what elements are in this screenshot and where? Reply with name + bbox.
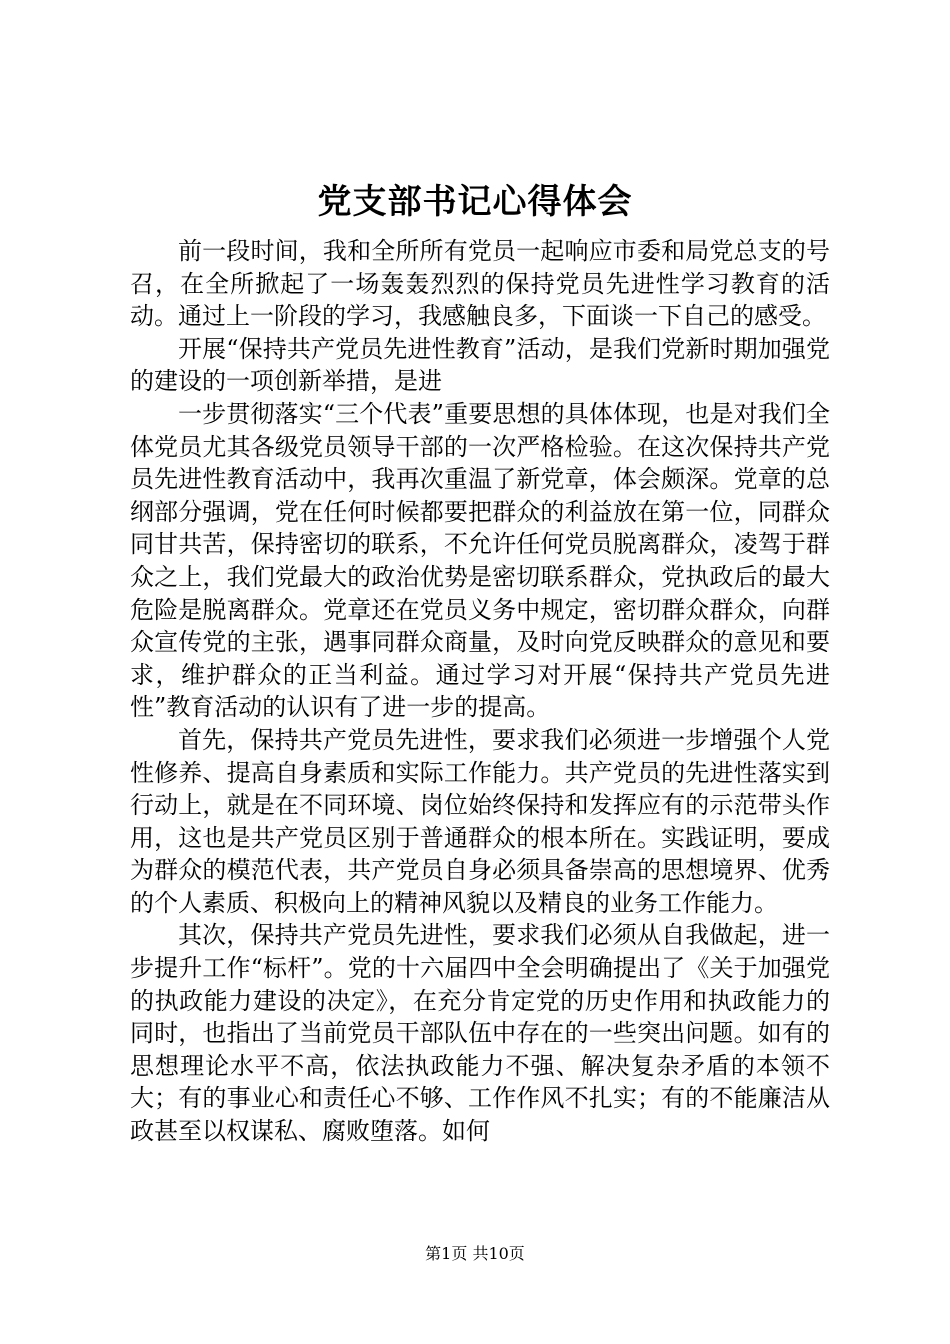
body-paragraph: 其次，保持共产党员先进性，要求我们必须从自我做起，进一步提升工作“标杆”。党的十六届四中全会明确提出了《关于加强党的执政能力建设的决定》，在充分肯定党的历史作用和执政能力的同时，也指出了当前党员干部队伍中存在的一些突出问题。如有的思想理论水平不高，依法执政能力不强、解决复杂矛盾的本领不大；有的事业心和责任心不够、工作作风不扎实；有的不能廉洁从政甚至以权谋私、腐败堕落。如何 [130, 921, 830, 1146]
body-paragraph: 前一段时间，我和全所所有党员一起响应市委和局党总支的号召，在全所掀起了一场轰轰烈烈的保持党员先进性学习教育的活动。通过上一阶段的学习，我感触良多，下面谈一下自己的感受。 [130, 237, 830, 331]
document-title: 党支部书记心得体会 [317, 182, 633, 222]
body-paragraph: 首先，保持共产党员先进性，要求我们必须进一步增强个人党性修养、提高自身素质和实际工作能力。共产党员的先进性落实到行动上，就是在不同环境、岗位始终保持和发挥应有的示范带头作用，这也是共产党员区别于普通群众的根本所在。实践证明，要成为群众的模范代表，共产党员自身必须具备崇高的思想境界、优秀的个人素质、积极向上的精神风貌以及精良的业务工作能力。 [130, 725, 830, 917]
page-footer: 第1页 共10页 [425, 1244, 525, 1263]
body-paragraph: 一步贯彻落实“三个代表”重要思想的具体体现，也是对我们全体党员尤其各级党员领导干部的一次严格检验。在这次保持共产党员先进性教育活动中，我再次重温了新党章，体会颇深。党章的总纲部分强调，党在任何时候都要把群众的利益放在第一位，同群众同甘共苦，保持密切的联系，不允许任何党员脱离群众，凌驾于群众之上，我们党最大的政治优势是密切联系群众，党执政后的最大危险是脱离群众。党章还在党员义务中规定，密切群众群众，向群众宣传党的主张，遇事同群众商量，及时向党反映群众的意见和要求，维护群众的正当利益。通过学习对开展“保持共产党员先进性”教育活动的认识有了进一步的提高。 [130, 399, 830, 722]
document-body [130, 235, 830, 1148]
body-paragraph: 开展“保持共产党员先进性教育”活动，是我们党新时期加强党的建设的一项创新举措，是进 [130, 334, 830, 396]
